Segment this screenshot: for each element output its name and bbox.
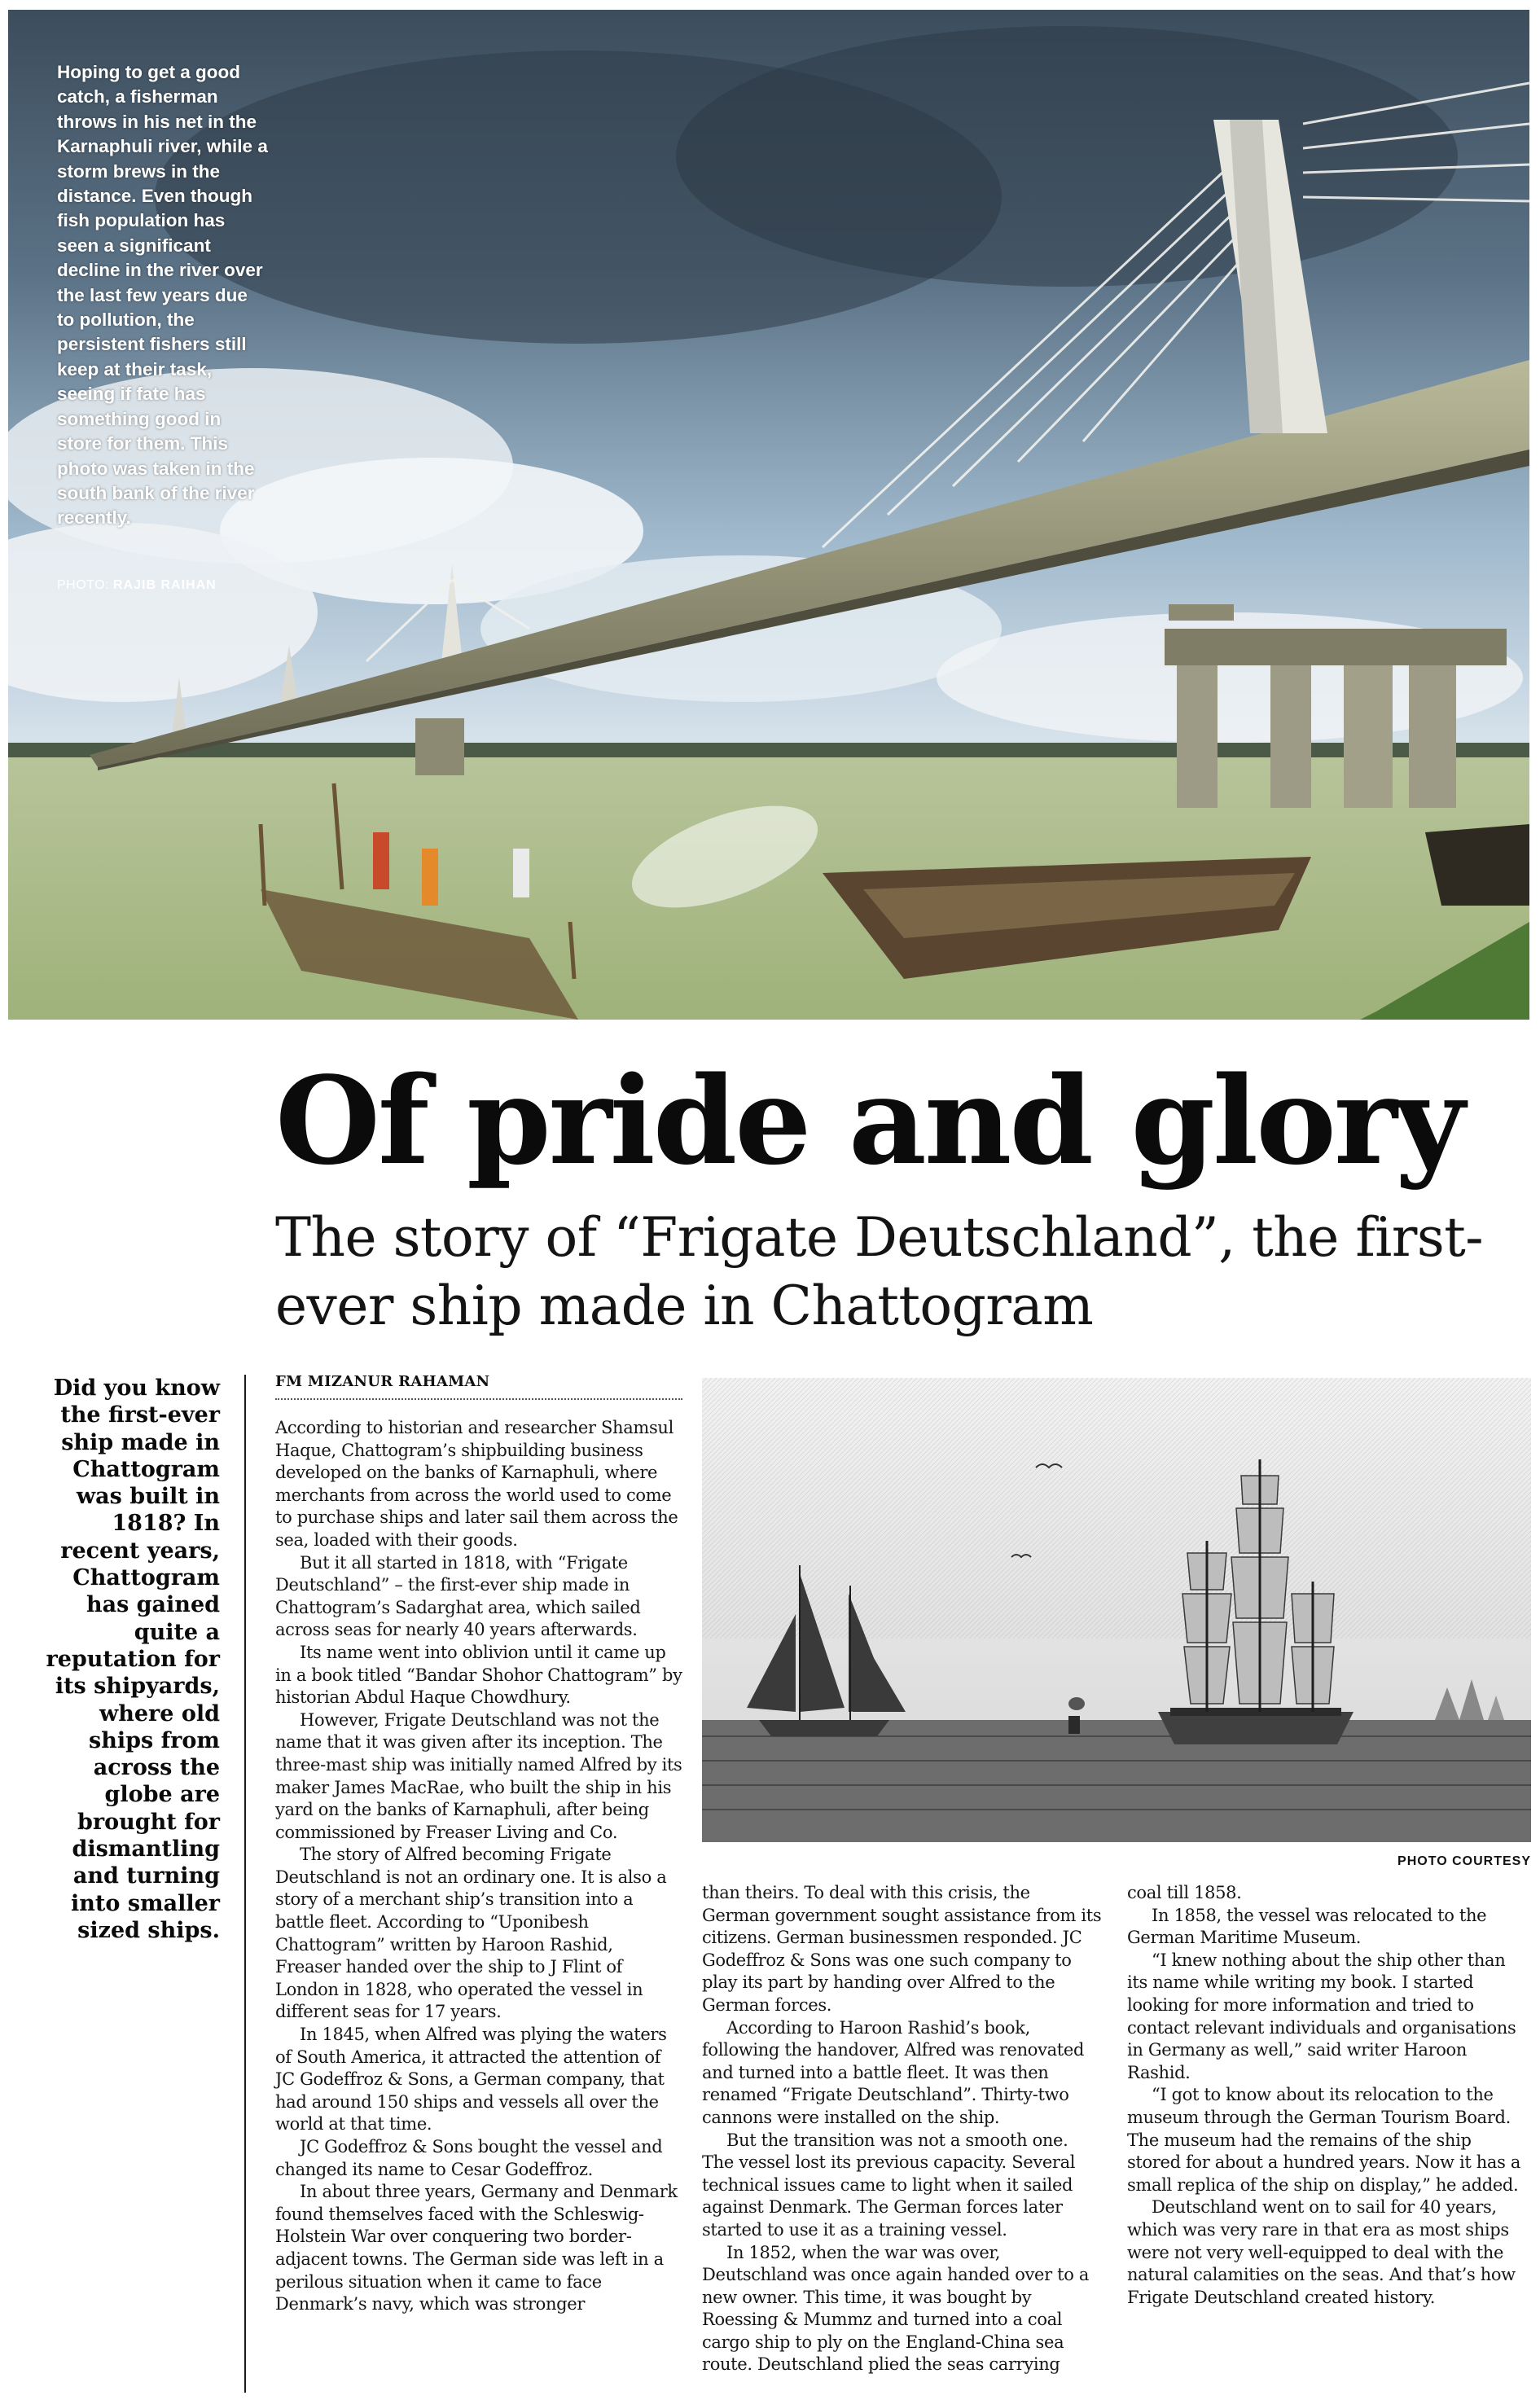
paragraph: In 1858, the vessel was relocated to the German Maritime Museum. xyxy=(1127,1905,1487,1948)
byline: FM MIZANUR RAHAMAN xyxy=(275,1373,682,1400)
subheadline: The story of “Frigate Deutschland”, the first-ever ship made in Chattogram xyxy=(275,1206,1484,1337)
paragraph: coal till 1858. xyxy=(1127,1883,1242,1902)
article-column-3 xyxy=(1127,1882,1528,2309)
hero-photo xyxy=(8,10,1529,1020)
paragraph: JC Godeffroz & Sons bought the vessel and changed its name to Cesar Godeffroz. xyxy=(275,2137,663,2179)
photo-caption: Hoping to get a good catch, a fisherman throws in his net in the Karnaphuli river, while a storm brews in the distance. Even though fish population has seen a significant decline in the river over the last few years due to pollution, the persistent fishers still keep at their task, seeing if fate has something good in store for them. This photo was taken in the south bank of the river recently. xyxy=(57,62,268,529)
paragraph: In about three years, Germany and Denmark found themselves faced with the Schleswig-Holstein War over conquering two border-adjacent towns. The German side was left in a perilous situation when it came to face Denmark’s navy, which was stronger xyxy=(275,2182,678,2314)
photo-credit xyxy=(57,578,217,593)
paragraph: According to historian and researcher Shamsul Haque, Chattogram’s shipbuilding business developed on the banks of Karnaphuli, where merchants from across the world used to come to purchase ships and later sail them across the sea, loaded with their goods. xyxy=(275,1418,678,1550)
headline: Of pride and glory xyxy=(275,1050,1463,1191)
paragraph: The story of Alfred becoming Frigate Deutschland is not an ordinary one. It is also a story of a merchant ship’s transition into a battle fleet. According to “Uponibesh Chattogram” written by Haroon Rashid, Freaser handed over the ship to J Flint of London in 1828, who operated the vessel in different seas for 17 years. xyxy=(275,1845,667,2022)
article-column-2 xyxy=(702,1882,1103,2376)
engraving-credit: PHOTO COURTESY xyxy=(1397,1854,1531,1868)
paragraph: than theirs. To deal with this crisis, the German government sought assistance from its citizens. German businessmen responded. JC Godeffroz & Sons was one such company to play its part by handing over Alfred to the German forces. xyxy=(702,1883,1102,2015)
pull-quote: Did you know the first-ever ship made in Chattogram was built in 1818? In recent years, Chattogram has gained quite a reputation for its shipyards, where old ships from across the globe are brought for dismantling and turning into smaller sized ships. xyxy=(46,1376,220,1943)
paragraph: “I got to know about its relocation to the museum through the German Tourism Board. The museum had the remains of the ship stored for about a hundred years. Now it has a small replica of the ship on display,” he added. xyxy=(1127,2085,1521,2195)
article-column-1 xyxy=(275,1417,682,2316)
paragraph: “I knew nothing about the ship other than its name while writing my book. I started looking for more information and tried to contact relevant individuals and organisations in Germany as well,” said writer Haroon Rashid. xyxy=(1127,1950,1516,2082)
paragraph: In 1845, when Alfred was plying the waters of South America, it attracted the attention of JC Godeffroz & Sons, a German company, that had around 150 ships and vessels all over the world at that time. xyxy=(275,2025,667,2135)
paragraph: But the transition was not a smooth one. The vessel lost its previous capacity. Several technical issues came to light when it sailed against Denmark. The German forces later started to use it as a training vessel. xyxy=(702,2130,1076,2240)
sailing-ships-illustration xyxy=(702,1378,1531,1842)
paragraph: However, Frigate Deutschland was not the name that it was given after its inception. The three-mast ship was initially named Alfred by its maker James MacRae, who built the ship in his yard on the banks of Karnaphuli, after being commissioned by Freaser Living and Co. xyxy=(275,1709,682,1842)
paragraph: Its name went into oblivion until it came up in a book titled “Bandar Shohor Chattogram” by historian Abdul Haque Chowdhury. xyxy=(275,1642,682,1708)
ship-engraving xyxy=(702,1378,1531,1842)
paragraph: In 1852, when the war was over, Deutschland was once again handed over to a new owner. This time, it was bought by Roessing & Mummz and turned into a coal cargo ship to ply on the England-China sea route. Deutschland plied the seas carrying xyxy=(702,2242,1089,2375)
paragraph: Deutschland went on to sail for 40 years, which was very rare in that era as most ships were not very well-equipped to deal with the natural calamities on the seas. And that’s how Frigate Deutschland created history. xyxy=(1127,2197,1516,2307)
paragraph: According to Haroon Rashid’s book, following the handover, Alfred was renovated and turned into a battle fleet. It was then renamed “Frigate Deutschland”. Thirty-two cannons were installed on the ship. xyxy=(702,2017,1085,2127)
column-divider xyxy=(244,1375,246,2393)
photo-credit-label: PHOTO: xyxy=(57,578,110,592)
paragraph: But it all started in 1818, with “Frigate Deutschland” – the first-ever ship made in Chattogram’s Sadarghat area, which sailed across seas for nearly 40 years afterwards. xyxy=(275,1552,641,1640)
photographer-name: RAJIB RAIHAN xyxy=(113,578,217,592)
